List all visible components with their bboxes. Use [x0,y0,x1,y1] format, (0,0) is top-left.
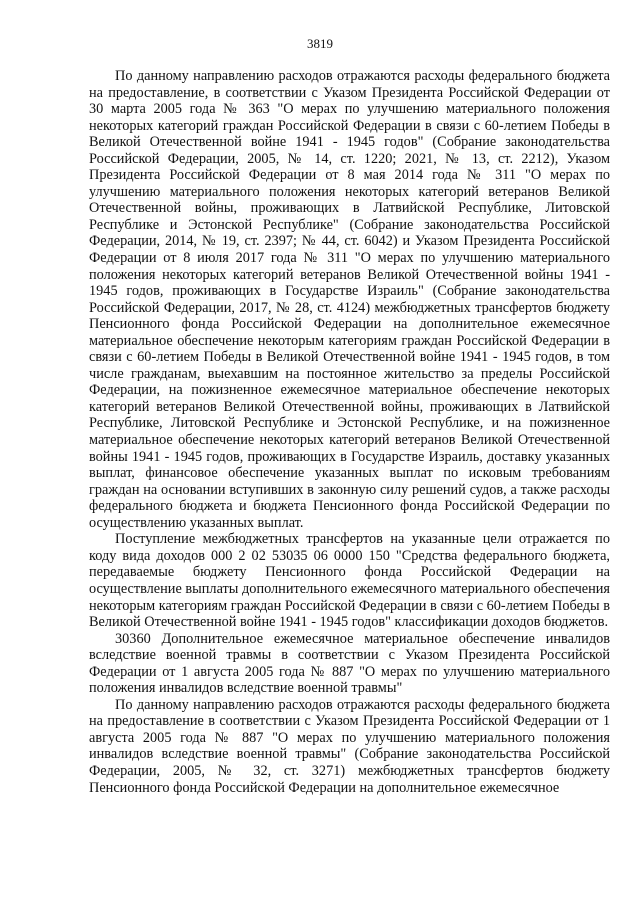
document-body [89,68,610,796]
paragraph: По данному направлению расходов отражаются расходы федерального бюджета на предоставление, в соответствии с Указом Президента Российской Федерации от 30 марта 2005 года № 363 "О мерах по улучшению материального положения некоторых категорий граждан Российской Федерации в связи с 60-летием Победы в Великой Отечественной войне 1941 - 1945 годов" (Собрание законодательства Российской Федерации, 2005, № 14, ст. 1220; 2021, № 13, ст. 2212), Указом Президента Российской Федерации от 8 мая 2014 года № 311 "О мерах по улучшению материального положения некоторых категорий ветеранов Великой Отечественной войны, проживающих в Латвийской Республике, Литовской Республике и Эстонской Республике" (Собрание законодательства Российской Федерации, 2014, № 19, ст. 2397; № 44, ст. 6042) и Указом Президента Российской Федерации от 8 июля 2017 года № 311 "О мерах по улучшению материального положения некоторых категорий ветеранов Великой Отечественной войны 1941 - 1945 годов, проживающих в Государстве Израиль" (Собрание законодательства Российской Федерации, 2017, № 28, ст. 4124) межбюджетных трансфертов бюджету Пенсионного фонда Российской Федерации на дополнительное ежемесячное материальное обеспечение некоторым категориям граждан Российской Федерации в связи с 60-летием Победы в Великой Отечественной войне 1941 - 1945 годов, в том числе гражданам, выехавшим на постоянное жительство за пределы Российской Федерации, на пожизненное ежемесячное материальное обеспечение некоторых категорий ветеранов Великой Отечественной войны, проживающих в Латвийской Республике, Литовской Республике и Эстонской Республике, и на пожизненное материальное обеспечение некоторых категорий ветеранов Великой Отечественной войны 1941 - 1945 годов, проживающих в Государстве Израиль, доставку указанных выплат, финансовое обеспечение указанных выплат по исковым требованиям граждан на основании вступивших в законную силу решений судов, а также расходы федерального бюджета и бюджета Пенсионного фонда Российской Федерации по осуществлению указанных выплат. [89,68,610,531]
paragraph: Поступление межбюджетных трансфертов на указанные цели отражается по коду вида доходов 000 2 02 53035 06 0000 150 "Средства федерального бюджета, передаваемые бюджету Пенсионного фонда Российской Федерации на осуществление выплаты дополнительного ежемесячного материального обеспечения некоторым категориям граждан Российской Федерации в связи с 60-летием Победы в Великой Отечественной войне 1941 - 1945 годов" классификации доходов бюджетов. [89,531,610,631]
page-number: 3819 [307,36,333,51]
paragraph: 30360 Дополнительное ежемесячное материальное обеспечение инвалидов вследствие военной травмы в соответствии с Указом Президента Российской Федерации от 1 августа 2005 года № 887 "О мерах по улучшению материального положения инвалидов вследствие военной травмы" [89,630,610,697]
paragraph: По данному направлению расходов отражаются расходы федерального бюджета на предоставление в соответствии с Указом Президента Российской Федерации от 1 августа 2005 года № 887 "О мерах по улучшению материального положения инвалидов вследствие военной травмы" (Собрание законодательства Российской Федерации, 2005, № 32, ст. 3271) межбюджетных трансфертов бюджету Пенсионного фонда Российской Федерации на дополнительное ежемесячное [89,696,610,796]
